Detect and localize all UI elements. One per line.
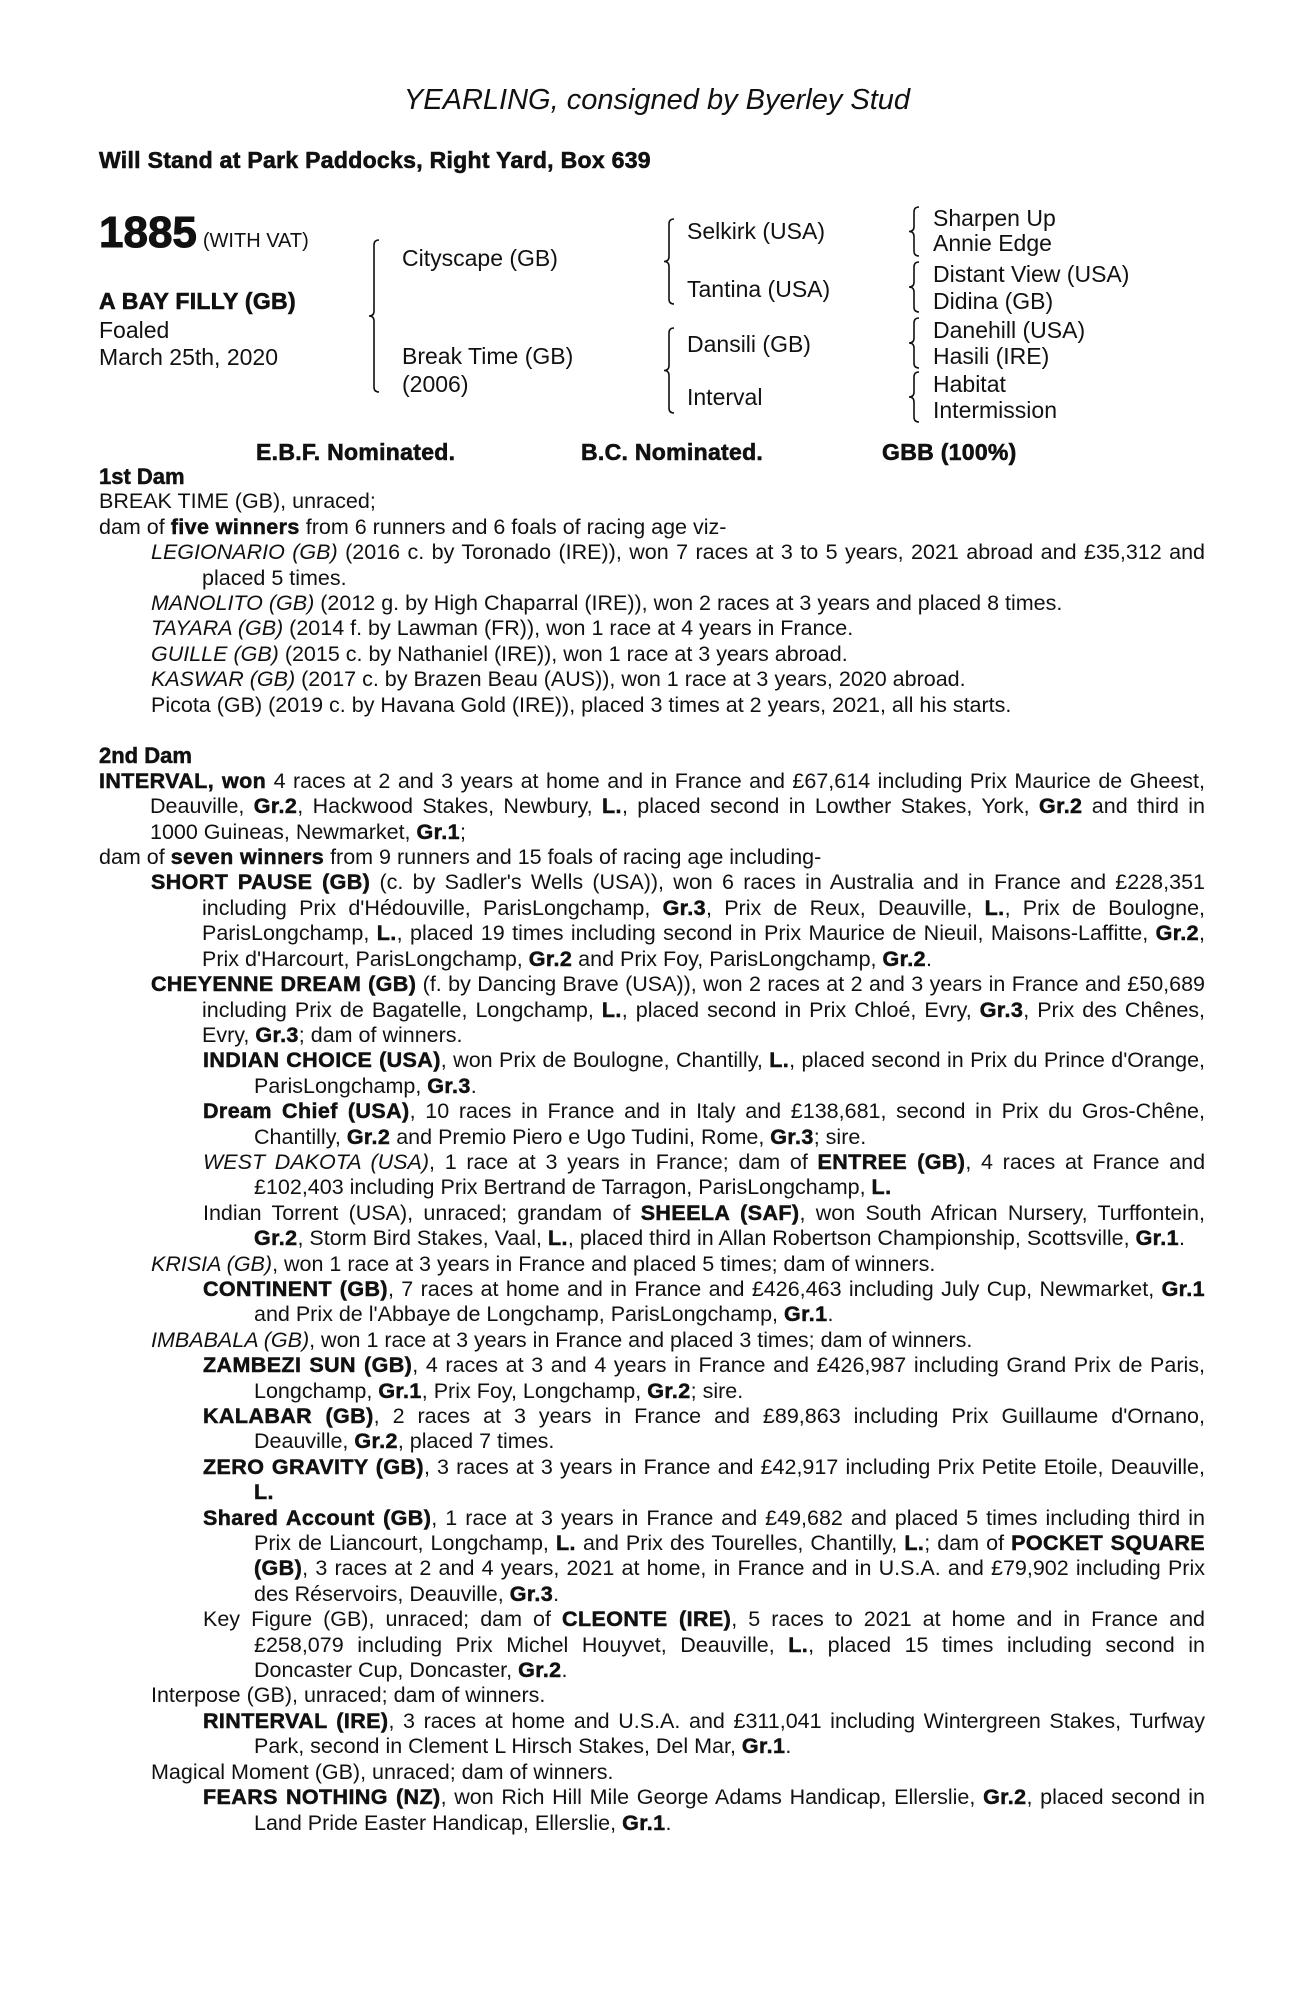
pedigree-dam: Break Time (GB) xyxy=(402,343,574,369)
entry-text: Gr.1 xyxy=(378,1378,422,1403)
pedigree-grandparent: Selkirk (USA) xyxy=(687,218,826,244)
entry-text: IMBABALA (GB) xyxy=(151,1327,310,1352)
entry-text: SHORT PAUSE (GB) xyxy=(151,870,371,895)
entry-text: L. xyxy=(254,1480,274,1505)
entry-text: , placed 19 times including second in Prix Maurice de Nieuil, Maisons-Laffitte, xyxy=(396,921,1156,946)
entry-text: Gr.1 xyxy=(1135,1226,1179,1251)
bracket-icon xyxy=(909,207,919,256)
pedigree-grandparent: Interval xyxy=(687,384,763,410)
pedigree-dam-year: (2006) xyxy=(402,371,469,397)
pedigree-great-grandparent: Distant View (USA) xyxy=(933,261,1130,287)
entry-text: MANOLITO (GB) xyxy=(151,591,315,616)
entry-text: GUILLE (GB) xyxy=(151,641,279,666)
entry-text: L. xyxy=(376,921,397,946)
pedigree-entry xyxy=(99,1785,1205,1836)
entry-text: Gr.2 xyxy=(882,946,926,971)
entry-text: L. xyxy=(555,1531,576,1556)
entry-text: and Prix des Tourelles, Chantilly, xyxy=(575,1531,905,1556)
entry-text: , placed third in Allan Robertson Championship, Scottsville, xyxy=(567,1226,1136,1251)
ebf-nomination: E.B.F. Nominated. xyxy=(256,439,456,465)
entry-text: , placed 15 times including second in Doncaster Cup, Doncaster, xyxy=(254,1632,1205,1683)
entry-text: , 3 races at 2 and 4 years, 2021 at home, in France and in U.S.A. and £79,902 including Prix des Réservoirs, Deauville, xyxy=(254,1556,1205,1606)
page-title: YEARLING, consigned by Byerley Stud xyxy=(403,84,911,116)
pedigree-entry xyxy=(99,1252,1205,1277)
entry-text: dam of xyxy=(99,845,171,870)
lot-number-value: 1885 xyxy=(99,208,197,257)
entry-text: seven winners xyxy=(170,845,325,870)
gbb-rating: GBB (100%) xyxy=(882,439,1017,465)
pedigree-entry xyxy=(99,515,1205,540)
entry-text: ; sire. xyxy=(813,1124,867,1149)
entry-text: Dream Chief (USA) xyxy=(203,1099,410,1124)
entry-text: Gr.2 xyxy=(253,794,298,819)
entry-text: Shared Account (GB) xyxy=(203,1505,432,1530)
pedigree-entry xyxy=(99,1099,1205,1150)
entry-text: Gr.2 xyxy=(1155,921,1200,946)
entry-text: L. xyxy=(871,1175,892,1200)
pedigree-entry xyxy=(99,489,1205,514)
entry-text: KASWAR (GB) xyxy=(151,667,296,692)
pedigree-great-grandparent: Intermission xyxy=(933,397,1057,423)
entry-text: ; sire. xyxy=(690,1378,744,1403)
pedigree-entry xyxy=(99,972,1205,1048)
stand-location: Will Stand at Park Paddocks, Right Yard, Box 639 xyxy=(99,147,651,173)
entry-text: , Prix d'Harcourt, ParisLongchamp, xyxy=(202,921,1206,971)
entry-text: Gr.3 xyxy=(509,1581,554,1606)
pedigree-entry xyxy=(99,642,1205,667)
entry-text: Magical Moment (GB), unraced; dam of winners. xyxy=(151,1759,614,1784)
bc-nomination: B.C. Nominated. xyxy=(581,439,764,465)
entry-text: Picota (GB) (2019 c. by Havana Gold (IRE)), placed 3 times at 2 years, 2021, all his starts. xyxy=(151,692,1012,717)
section-heading: 1st Dam xyxy=(99,464,185,489)
entry-text: . xyxy=(665,1810,672,1835)
pedigree-entry xyxy=(99,667,1205,692)
pedigree-entry xyxy=(99,1277,1205,1328)
entry-text: Gr.2 xyxy=(346,1124,391,1149)
lot-description: A BAY FILLY (GB) xyxy=(99,288,296,314)
pedigree-entry xyxy=(99,845,1205,870)
entry-text: KRISIA (GB) xyxy=(151,1251,273,1276)
entry-text: , 1 race at 3 years in France; dam of xyxy=(429,1149,818,1174)
entry-text: RINTERVAL (IRE) xyxy=(203,1708,389,1733)
entry-text: ; xyxy=(459,819,466,844)
entry-text: , placed second in Prix du Prince d'Orange, ParisLongchamp, xyxy=(254,1048,1205,1098)
catalogue-body xyxy=(99,464,1205,1836)
entry-text: , 3 races at home and U.S.A. and £311,041 including Wintergreen Stakes, Turfway Park, second in Clement L Hirsch Stakes, Del Mar, xyxy=(254,1708,1205,1759)
pedigree-entry xyxy=(99,591,1205,616)
entry-text: . xyxy=(827,1302,834,1327)
entry-text: LEGIONARIO (GB) xyxy=(151,540,338,565)
pedigree-entry xyxy=(99,1404,1205,1455)
pedigree-entry xyxy=(99,1328,1205,1353)
entry-text: , won Rich Hill Mile George Adams Handicap, Ellerslie, xyxy=(440,1785,984,1810)
entry-text: CLEONTE (IRE) xyxy=(562,1607,732,1632)
entry-text: Gr.2 xyxy=(1038,794,1083,819)
entry-text: Indian Torrent (USA), unraced; grandam of xyxy=(203,1200,641,1225)
entry-text: Gr.2 xyxy=(983,1785,1027,1810)
entry-text: and Premio Piero e Ugo Tudini, Rome, xyxy=(390,1124,771,1149)
entry-text: , Prix des Chênes, Evry, xyxy=(202,997,1205,1047)
entry-text: from 9 runners and 15 foals of racing age including- xyxy=(324,845,822,870)
entry-text: and Prix de l'Abbaye de Longchamp, ParisLongchamp, xyxy=(254,1302,784,1327)
entry-text: (c. by Sadler's Wells (USA)), won 6 races in Australia and in France and £228,351 including Prix d'Hédouville, ParisLongchamp, xyxy=(202,870,1205,920)
pedigree-entry xyxy=(99,1353,1205,1404)
entry-text: L. xyxy=(904,1531,925,1556)
entry-text: from 6 runners and 6 foals of racing age viz- xyxy=(299,514,727,539)
entry-text: . xyxy=(470,1073,477,1098)
entry-text: , 5 races to 2021 at home and in France and £258,079 including Prix Michel Houyvet, Deauville, xyxy=(254,1607,1205,1657)
entry-text: FEARS NOTHING (NZ) xyxy=(203,1785,441,1810)
entry-text: Gr.3 xyxy=(979,997,1024,1022)
entry-text: . xyxy=(925,946,932,971)
entry-text: , placed second in Land Pride Easter Handicap, Ellerslie, xyxy=(254,1785,1205,1835)
entry-text: L. xyxy=(601,997,622,1022)
entry-text: INTERVAL, won xyxy=(99,768,267,793)
entry-text: ENTREE (GB) xyxy=(817,1149,966,1174)
entry-text: . xyxy=(785,1734,792,1759)
pedigree-entry xyxy=(99,1201,1205,1252)
pedigree-great-grandparent: Danehill (USA) xyxy=(933,317,1086,343)
pedigree-entry xyxy=(99,1506,1205,1608)
entry-text: Gr.2 xyxy=(254,1226,298,1251)
entry-text: Gr.2 xyxy=(647,1378,691,1403)
entry-text: , Prix de Reux, Deauville, xyxy=(706,895,985,920)
entry-text: L. xyxy=(984,895,1005,920)
entry-text: , placed second in Lowther Stakes, York, xyxy=(621,794,1039,819)
entry-text: Gr.3 xyxy=(770,1124,814,1149)
entry-text: , 4 races at France and £102,403 including Prix Bertrand de Tarragon, ParisLongchamp, xyxy=(254,1149,1206,1200)
pedigree-entry xyxy=(99,870,1205,972)
entry-text: , placed 7 times. xyxy=(397,1429,555,1454)
pedigree-entry xyxy=(99,1150,1205,1201)
entry-text: and third in 1000 Guineas, Newmarket, xyxy=(150,794,1205,844)
entry-text: Gr.1 xyxy=(1161,1276,1205,1301)
entry-text: , won Prix de Boulogne, Chantilly, xyxy=(440,1048,770,1073)
entry-text: Gr.2 xyxy=(528,946,573,971)
pedigree-grandparent: Tantina (USA) xyxy=(687,276,831,302)
entry-text: L. xyxy=(602,794,622,819)
bracket-icon xyxy=(664,328,674,413)
entry-text: , Prix de Boulogne, ParisLongchamp, xyxy=(202,895,1205,946)
pedigree-entry xyxy=(99,1760,1205,1785)
entry-text: (2015 c. by Nathaniel (IRE)), won 1 race at 3 years abroad. xyxy=(278,641,848,666)
entry-text: Gr.3 xyxy=(255,1022,299,1047)
entry-text: 4 races at 2 and 3 years at home and in France and £67,614 including Prix Maurice de Gheest, Deauville, xyxy=(150,768,1205,819)
entry-text: Key Figure (GB), unraced; dam of xyxy=(203,1607,563,1632)
bracket-icon xyxy=(909,262,919,312)
lot-number xyxy=(99,208,309,258)
entry-text: , 10 races in France and in Italy and £138,681, second in Prix du Gros-Chêne, Chantilly, xyxy=(254,1099,1205,1149)
pedigree-great-grandparent: Sharpen Up xyxy=(933,205,1056,231)
pedigree-grandparent: Dansili (GB) xyxy=(687,331,811,357)
pedigree-entry xyxy=(99,1683,1205,1708)
entry-text: (2012 g. by High Chaparral (IRE)), won 2 races at 3 years and placed 8 times. xyxy=(314,591,1063,616)
entry-text: (2016 c. by Toronado (IRE)), won 7 races at 3 to 5 years, 2021 abroad and £35,312 and placed 5 times. xyxy=(202,540,1206,590)
entry-text: Gr.1 xyxy=(784,1302,828,1327)
entry-text: KALABAR (GB) xyxy=(203,1404,374,1429)
pedigree-great-grandparent: Habitat xyxy=(933,371,1006,397)
pedigree-entry xyxy=(99,693,1205,718)
entry-text: L. xyxy=(769,1048,790,1073)
entry-text: (2017 c. by Brazen Beau (AUS)), won 1 race at 3 years, 2020 abroad. xyxy=(295,667,966,692)
pedigree-entry xyxy=(99,769,1205,845)
pedigree-entry xyxy=(99,616,1205,641)
entry-text: Gr.1 xyxy=(622,1810,666,1835)
entry-text: Gr.1 xyxy=(416,819,460,844)
entry-text: Gr.3 xyxy=(662,895,706,920)
entry-text: . xyxy=(561,1658,568,1683)
pedigree-entry xyxy=(99,1048,1205,1099)
entry-text: , 3 races at 3 years in France and £42,917 including Prix Petite Etoile, Deauville, xyxy=(423,1454,1205,1479)
entry-text: , 2 races at 3 years in France and £89,863 including Prix Guillaume d'Ornano, Deauville, xyxy=(254,1404,1205,1454)
entry-text: BREAK TIME (GB), unraced; xyxy=(99,489,376,514)
entry-text: and Prix Foy, ParisLongchamp, xyxy=(572,946,883,971)
entry-text: five winners xyxy=(170,514,300,539)
entry-text: L. xyxy=(547,1226,568,1251)
bracket-icon xyxy=(909,372,919,422)
entry-text: ZERO GRAVITY (GB) xyxy=(203,1454,424,1479)
pedigree-entry xyxy=(99,1607,1205,1683)
entry-text: , Storm Bird Stakes, Vaal, xyxy=(297,1226,548,1251)
bracket-icon xyxy=(909,318,919,368)
entry-text: , won South African Nursery, Turffontein, xyxy=(799,1200,1205,1225)
spacer xyxy=(99,718,1205,743)
entry-text: CHEYENNE DREAM (GB) xyxy=(151,972,417,997)
entry-text: ; dam of winners. xyxy=(298,1022,463,1047)
entry-text: WEST DAKOTA (USA) xyxy=(203,1149,430,1174)
entry-text: INDIAN CHOICE (USA) xyxy=(203,1048,441,1073)
entry-text: , Hackwood Stakes, Newbury, xyxy=(297,794,603,819)
entry-text: , 7 races at home and in France and £426,463 including July Cup, Newmarket, xyxy=(387,1276,1162,1301)
entry-text: . xyxy=(553,1581,560,1606)
entry-text: , 1 race at 3 years in France and £49,682 and placed 5 times including third in Prix de Liancourt, Longchamp, xyxy=(254,1505,1205,1556)
entry-text: CONTINENT (GB) xyxy=(203,1276,388,1301)
entry-text: , won 1 race at 3 years in France and placed 3 times; dam of winners. xyxy=(309,1327,973,1352)
pedigree-great-grandparent: Hasili (IRE) xyxy=(933,343,1050,369)
entry-text: ; dam of xyxy=(924,1531,1012,1556)
entry-text: Gr.3 xyxy=(427,1073,471,1098)
entry-text: Gr.2 xyxy=(354,1429,398,1454)
entry-text: L. xyxy=(788,1632,809,1657)
section-heading: 2nd Dam xyxy=(99,743,192,769)
entry-text: POCKET SQUARE (GB) xyxy=(254,1531,1206,1581)
entry-text: ZAMBEZI SUN (GB) xyxy=(203,1353,413,1378)
entry-text: , Prix Foy, Longchamp, xyxy=(421,1378,648,1403)
entry-text: SHEELA (SAF) xyxy=(640,1200,800,1225)
bracket-icon xyxy=(664,219,674,304)
vat-note: (WITH VAT) xyxy=(202,230,309,252)
entry-text: Interpose (GB), unraced; dam of winners. xyxy=(151,1683,546,1708)
entry-text: , placed second in Prix Chloé, Evry, xyxy=(621,997,980,1022)
pedigree-great-grandparent: Annie Edge xyxy=(933,230,1052,256)
entry-text: Gr.1 xyxy=(741,1734,786,1759)
pedigree-entry xyxy=(99,540,1205,591)
entry-text: Gr.2 xyxy=(518,1658,562,1683)
foaled-label: Foaled xyxy=(99,317,170,343)
foaled-date: March 25th, 2020 xyxy=(99,344,279,370)
pedigree-entry xyxy=(99,1709,1205,1760)
pedigree-entry xyxy=(99,1455,1205,1506)
entry-text: . xyxy=(1179,1226,1185,1251)
entry-text: dam of xyxy=(99,514,171,539)
entry-text: TAYARA (GB) xyxy=(151,616,284,641)
entry-text: , won 1 race at 3 years in France and placed 5 times; dam of winners. xyxy=(272,1251,936,1276)
entry-text: (2014 f. by Lawman (FR)), won 1 race at 4 years in France. xyxy=(283,616,854,641)
entry-text: (f. by Dancing Brave (USA)), won 2 races at 2 and 3 years in France and £50,689 including Prix de Bagatelle, Longchamp, xyxy=(202,972,1205,1022)
bracket-icon xyxy=(369,240,379,392)
entry-text: , 4 races at 3 and 4 years in France and £426,987 including Grand Prix de Paris, Longchamp, xyxy=(254,1353,1205,1403)
pedigree-sire: Cityscape (GB) xyxy=(402,245,558,271)
pedigree-great-grandparent: Didina (GB) xyxy=(933,288,1054,314)
